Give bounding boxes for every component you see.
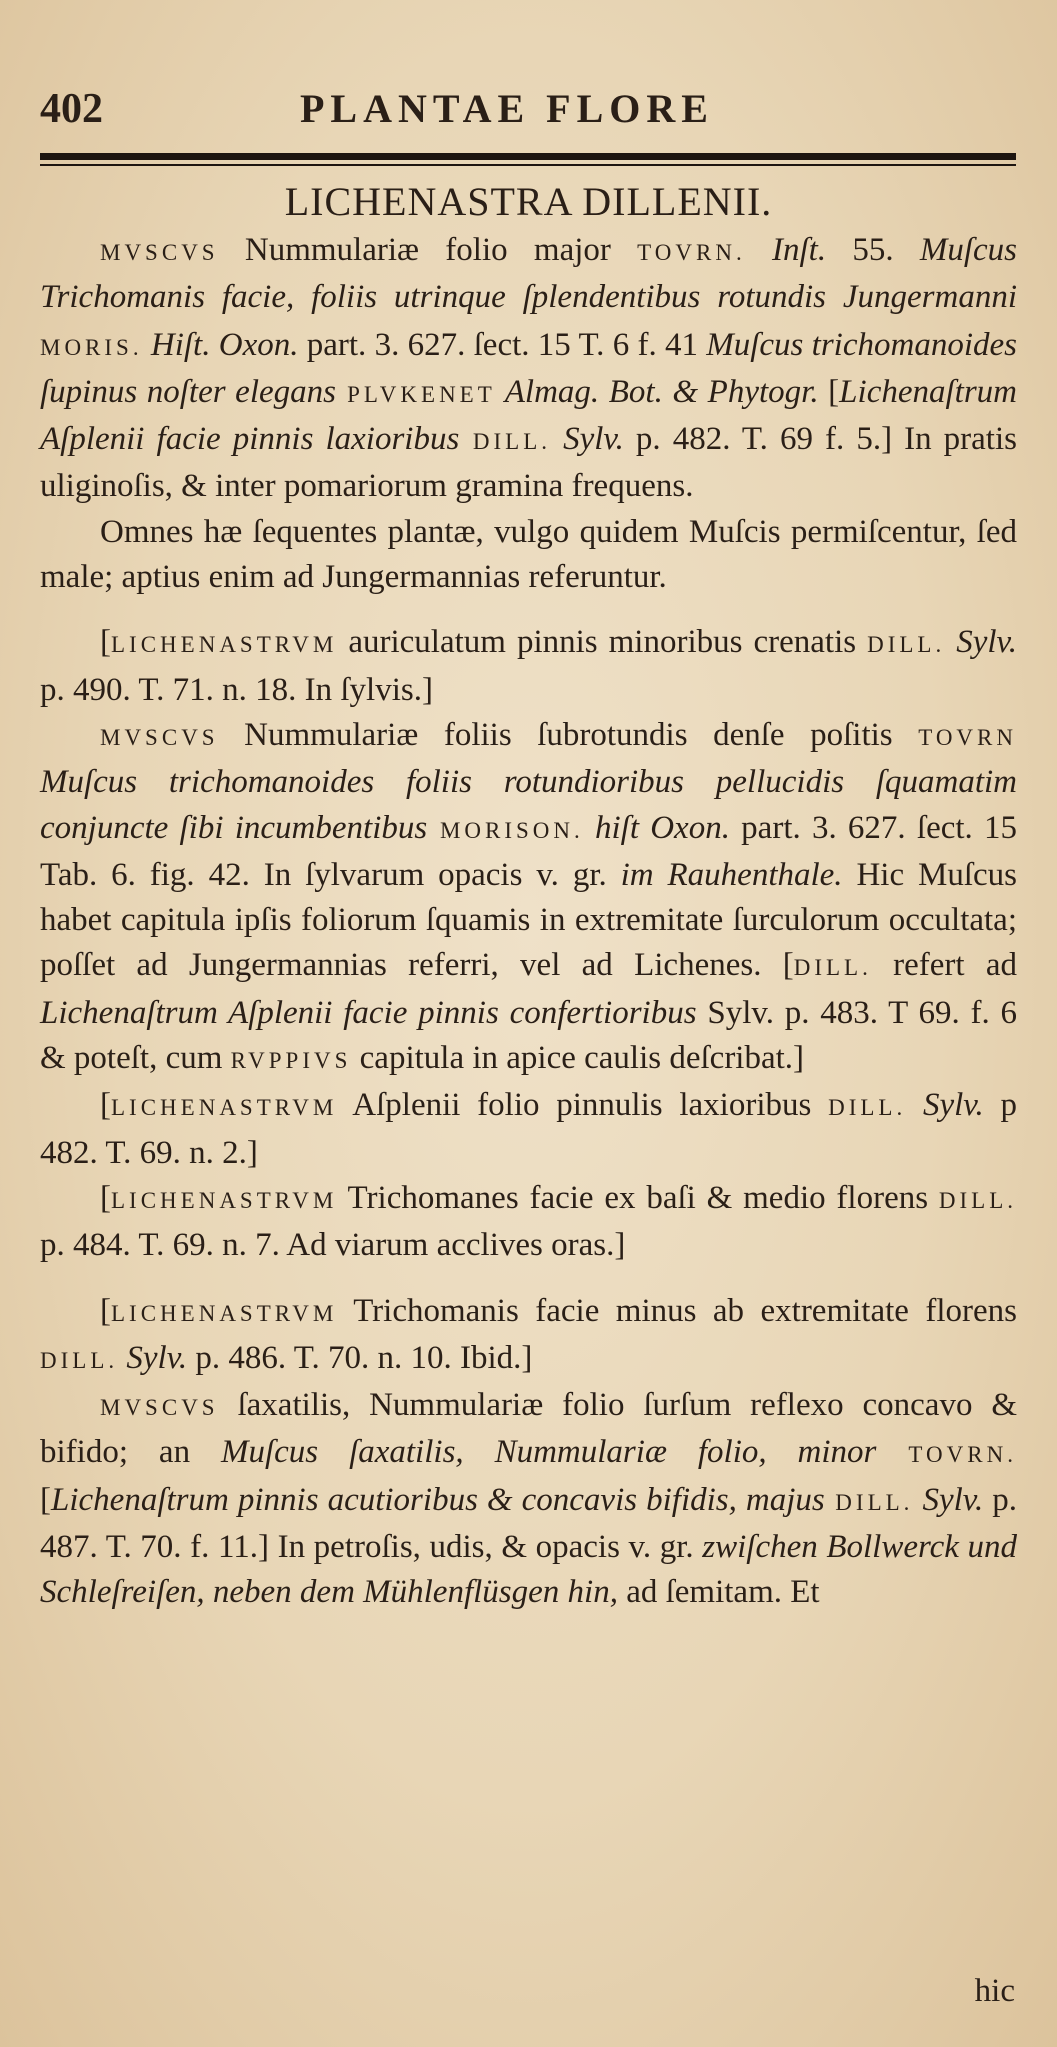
text-segment: Nummulariæ folio major (218, 232, 638, 268)
text-segment: Muſcus ſaxatilis, Nummulariæ folio, minor (221, 1434, 877, 1471)
text-segment: LICHENASTRVM (111, 1300, 338, 1326)
text-segment: refert ad (871, 947, 1018, 984)
text-segment: LICHENASTRVM (111, 1095, 338, 1121)
paragraph-p3 (40, 620, 1017, 713)
text-segment: [ (40, 1481, 51, 1518)
text-segment: Trichomanis facie minus ab extremitate florens (337, 1292, 1017, 1329)
text-segment: Omnes hæ ſequentes plantæ, vulgo quidem Muſcis permiſcentur, ſed male; aptius enim ad Jungermannias referuntur. (40, 513, 1017, 596)
text-segment: p. 484. T. 69. n. 7. Ad viarum acclives oras.] (40, 1227, 626, 1264)
text-segment: Hic Muſcus habet capitula ipſis foliorum ſquamis in extremitate ſurculorum occultata; poſſet ad Jungermannias referri, vel ad Lichenes. [ (40, 856, 1017, 984)
paragraph-p4 (40, 713, 1017, 1083)
text-segment: DILL. (828, 1095, 907, 1121)
text-segment: TOVRN. (637, 240, 746, 265)
text-segment: Nummulariæ foliis ſubrotundis denſe poſitis (218, 716, 919, 753)
text-segment: ſaxatilis, Nummulariæ folio ſurſum reflexo concavo & bifido; an (40, 1387, 1017, 1471)
text-segment: Muſcus Trichomanis facie, foliis utrinque ſplendentibus rotundis Jungermanni (40, 232, 1018, 316)
text-segment: DILL. (867, 632, 946, 658)
text-segment: PLVKENET (335, 381, 496, 407)
text-segment: zwiſchen Bollwerck und Schleſreiſen, neben dem Mühlenflüsgen hin, (40, 1529, 1017, 1611)
body-text (40, 228, 1017, 1616)
text-segment: MVSCVS (100, 724, 219, 750)
text-segment: Sylv. (913, 1481, 984, 1518)
text-segment: [ (100, 624, 111, 661)
text-segment: TOVRN. (876, 1442, 1017, 1468)
paragraph-p2 (40, 510, 1017, 601)
text-segment: Inſt. (745, 232, 827, 268)
running-title: PLANTAE FLORE (300, 86, 714, 131)
text-segment: DILL. (824, 1489, 914, 1515)
text-segment: DILL. (938, 1187, 1017, 1213)
header-rule-thin (40, 164, 1016, 166)
text-segment: Muſcus trichomanoides foliis rotundioribus pellucidis ſquamatim conjuncte ſibi incumbentibus (40, 764, 1017, 846)
text-segment: Sylv. (551, 421, 624, 458)
text-segment: p. 487. T. 70. f. 11.] In petroſis, udis, & opacis v. gr. (40, 1481, 1017, 1566)
text-segment: Sylv. (118, 1339, 188, 1376)
text-segment: [ (818, 373, 840, 410)
text-segment: p. 482. T. 69 f. 5.] In pratis uliginoſis, & inter pomariorum gramina frequens. (40, 421, 1017, 505)
text-segment: DILL. (40, 1347, 119, 1373)
text-segment: p. 486. T. 70. n. 10. Ibid.] (187, 1339, 533, 1376)
text-segment: MORIS. (40, 334, 143, 360)
text-segment: DILL. (459, 429, 552, 455)
text-segment: LICHENASTRVM (111, 1187, 338, 1213)
text-segment: auriculatum pinnis minoribus crenatis (337, 624, 868, 661)
text-segment: Lichenaſtrum Aſplenii facie pinnis confertioribus (40, 994, 697, 1031)
text-segment: [ (100, 1087, 111, 1124)
text-segment: LICHENASTRVM (111, 632, 338, 658)
text-segment: MVSCVS (100, 1395, 219, 1421)
paragraph-p6 (40, 1176, 1017, 1269)
catchword: hic (974, 1973, 1015, 2009)
text-segment: ad ſemitam. Et (617, 1574, 820, 1611)
text-segment: Sylv. p. 483. T 69. f. 6 & poteſt, cum (40, 994, 1018, 1077)
text-segment: Hiſt. Oxon. (142, 326, 299, 363)
text-segment: part. 3. 627. ſect. 15 T. 6 f. 41 (298, 326, 707, 363)
text-segment: [ (100, 1292, 111, 1329)
paragraph-p7 (40, 1289, 1017, 1384)
text-segment: hiſt Oxon. (583, 809, 730, 846)
text-segment: 55. (826, 232, 920, 268)
paragraph-p8 (40, 1383, 1017, 1615)
text-segment: p 482. T. 69. n. 2.] (40, 1087, 1018, 1171)
text-segment: capitula in apice caulis deſcribat.] (351, 1040, 805, 1077)
text-segment: Almag. Bot. & Phytogr. (495, 373, 819, 410)
text-segment: Sylv. (945, 624, 1018, 661)
text-segment: im Rauhenthale. (620, 856, 843, 893)
text-segment: Aſplenii folio pinnulis laxioribus (337, 1087, 829, 1124)
paragraph-p1 (40, 228, 1017, 510)
text-segment: Sylv. (906, 1087, 984, 1124)
text-segment: Lichenaſtrum Aſplenii facie pinnis laxioribus (40, 373, 1017, 458)
section-title: LICHENASTRA DILLENII. (284, 179, 773, 224)
text-segment: [ (100, 1179, 111, 1216)
text-segment: MORISON. (427, 817, 584, 843)
paragraph-p5 (40, 1083, 1017, 1176)
text-segment: Lichenaſtrum pinnis acutioribus & concavis bifidis, majus (51, 1481, 825, 1518)
text-segment: Muſcus trichomanoides ſupinus noſter elegans (40, 326, 1017, 410)
text-segment: Trichomanes facie ex baſi & medio florens (337, 1179, 939, 1216)
text-segment: DILL. (793, 955, 872, 981)
text-segment: MVSCVS (100, 240, 219, 265)
text-segment: TOVRN (918, 724, 1017, 750)
header-rule-thick (40, 153, 1016, 160)
page-header (40, 85, 1017, 145)
text-segment: p. 490. T. 71. n. 18. In ſylvis.] (40, 671, 433, 708)
text-segment: RVPPIVS (230, 1048, 352, 1074)
page-number: 402 (40, 86, 103, 132)
text-segment: part. 3. 627. ſect. 15 Tab. 6. fig. 42. In ſylvarum opacis v. gr. (40, 809, 1018, 893)
